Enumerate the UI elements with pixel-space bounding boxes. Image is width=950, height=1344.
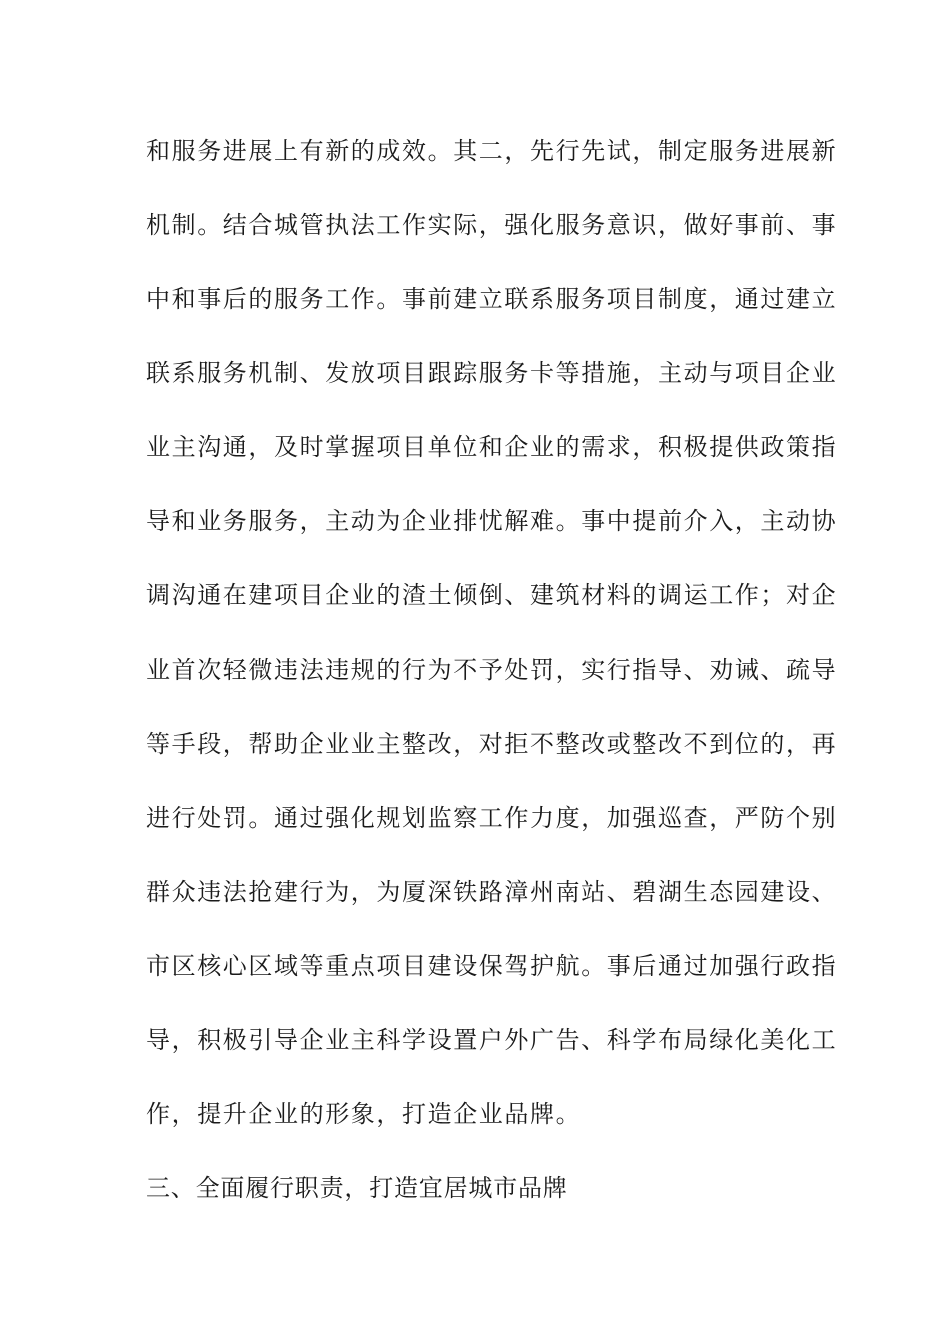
paragraph-line: 和服务进展上有新的成效。其二，先行先试，制定服务进展新 [146,137,838,165]
section-heading: 三、全面履行职责，打造宜居城市品牌 [146,1174,568,1202]
paragraph-line: 业首次轻微违法违规的行为不予处罚，实行指导、劝诫、疏导 [146,656,838,684]
paragraph-line: 群众违法抢建行为，为厦深铁路漳州南站、碧湖生态园建设、 [146,878,838,906]
paragraph-line: 进行处罚。通过强化规划监察工作力度，加强巡查，严防个别 [146,804,838,832]
paragraph-line: 调沟通在建项目企业的渣土倾倒、建筑材料的调运工作；对企 [146,581,838,609]
paragraph-line: 作，提升企业的形象，打造企业品牌。 [146,1100,582,1128]
paragraph-line: 机制。结合城管执法工作实际，强化服务意识，做好事前、事 [146,211,838,239]
paragraph-line: 市区核心区域等重点项目建设保驾护航。事后通过加强行政指 [146,952,838,980]
paragraph-line: 联系服务机制、发放项目跟踪服务卡等措施，主动与项目企业 [146,359,838,387]
paragraph-line: 业主沟通，及时掌握项目单位和企业的需求，积极提供政策指 [146,433,838,461]
paragraph-line: 中和事后的服务工作。事前建立联系服务项目制度，通过建立 [146,285,838,313]
paragraph-line: 等手段，帮助企业业主整改，对拒不整改或整改不到位的，再 [146,730,838,758]
paragraph-line: 导，积极引导企业主科学设置户外广告、科学布局绿化美化工 [146,1026,838,1054]
paragraph-line: 导和业务服务，主动为企业排忧解难。事中提前介入，主动协 [146,507,838,535]
